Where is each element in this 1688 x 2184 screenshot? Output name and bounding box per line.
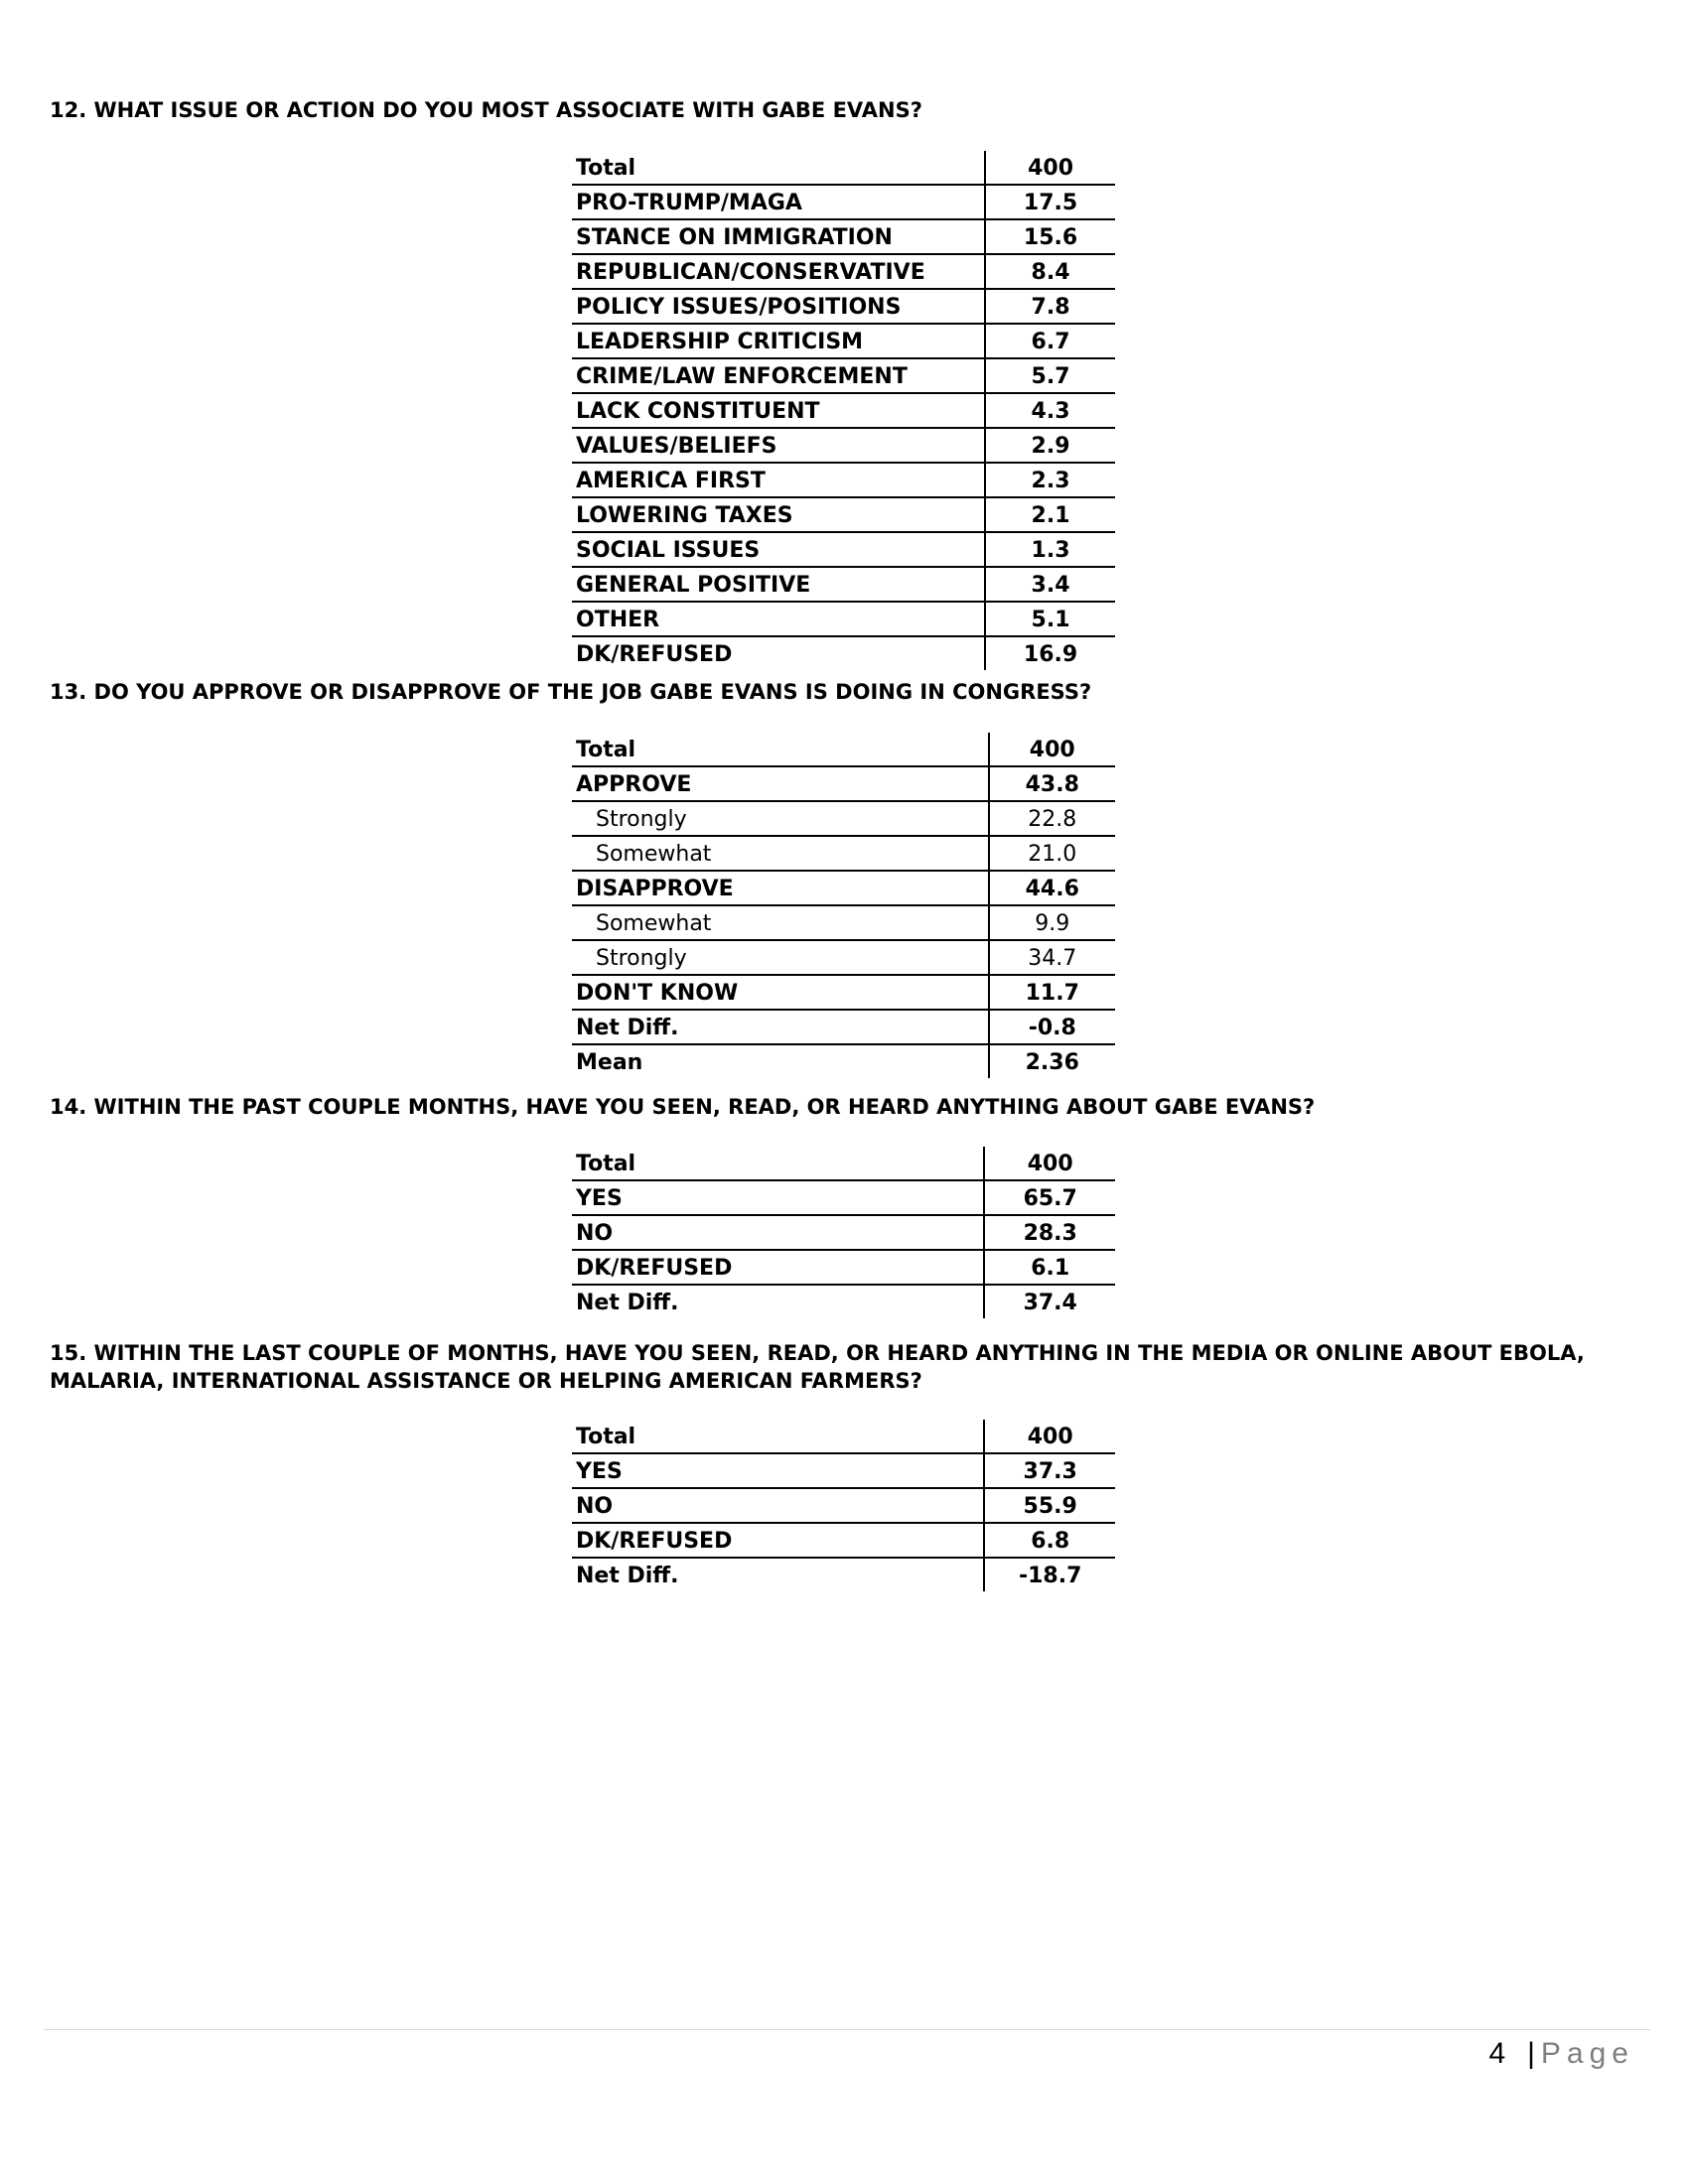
row-label: POLICY ISSUES/POSITIONS bbox=[572, 289, 985, 324]
row-label: Total bbox=[572, 1147, 984, 1180]
table-row bbox=[572, 567, 1115, 602]
row-label: Mean bbox=[576, 1050, 643, 1075]
row-value: 17.5 bbox=[985, 185, 1115, 219]
row-value: 400 bbox=[984, 1147, 1115, 1180]
row-label: VALUES/BELIEFS bbox=[572, 428, 985, 463]
row-label: Net Diff. bbox=[572, 1010, 989, 1044]
page-number: 4 bbox=[1488, 2037, 1506, 2070]
row-value: 16.9 bbox=[985, 636, 1115, 670]
row-label: LEADERSHIP CRITICISM bbox=[572, 324, 985, 358]
row-label: OTHER bbox=[572, 602, 985, 636]
row-value: 400 bbox=[989, 733, 1115, 766]
row-value: 7.8 bbox=[985, 289, 1115, 324]
table-row bbox=[572, 733, 1115, 766]
table-row bbox=[572, 766, 1115, 801]
table-row bbox=[572, 1010, 1115, 1044]
row-value: 3.4 bbox=[985, 567, 1115, 602]
row-label: Net Diff. bbox=[576, 1291, 679, 1315]
row-label: AMERICA FIRST bbox=[572, 463, 985, 497]
table-q15 bbox=[572, 1420, 1115, 1591]
row-value: 2.36 bbox=[989, 1044, 1115, 1078]
table-row bbox=[572, 254, 1115, 289]
table-row bbox=[572, 905, 1115, 940]
question-15: 15. WITHIN THE LAST COUPLE OF MONTHS, HAVE YOU SEEN, READ, OR HEARD ANYTHING IN THE MEDIA OR ONLINE ABOUT EBOLA, MALARIA, INTERNATIONAL ASSISTANCE OR HELPING AMERICAN FARMERS? bbox=[50, 1341, 1585, 1393]
table-row bbox=[572, 602, 1115, 636]
row-value: 28.3 bbox=[984, 1215, 1115, 1250]
table-row bbox=[572, 185, 1115, 219]
table-row bbox=[572, 151, 1115, 185]
row-value: -18.7 bbox=[984, 1558, 1115, 1591]
row-value: 55.9 bbox=[984, 1488, 1115, 1523]
table-row bbox=[572, 1147, 1115, 1180]
table-row bbox=[572, 1044, 1115, 1078]
row-value: 34.7 bbox=[989, 940, 1115, 975]
table-row bbox=[572, 463, 1115, 497]
row-value: 1.3 bbox=[985, 532, 1115, 567]
table-row bbox=[572, 497, 1115, 532]
table-row bbox=[572, 1285, 1115, 1318]
row-value: 65.7 bbox=[984, 1180, 1115, 1215]
table-row bbox=[572, 940, 1115, 975]
row-value: -0.8 bbox=[989, 1010, 1115, 1044]
table-row bbox=[572, 532, 1115, 567]
row-label: Somewhat bbox=[572, 905, 989, 940]
row-label: Total bbox=[572, 1420, 984, 1453]
row-value: 6.1 bbox=[984, 1250, 1115, 1285]
table-row bbox=[572, 358, 1115, 393]
table-row bbox=[572, 289, 1115, 324]
row-label: Total bbox=[572, 151, 985, 185]
table-row bbox=[572, 1488, 1115, 1523]
row-label: NO bbox=[572, 1215, 984, 1250]
row-label: REPUBLICAN/CONSERVATIVE bbox=[572, 254, 985, 289]
row-label: LACK CONSTITUENT bbox=[572, 393, 985, 428]
row-label: DON'T KNOW bbox=[572, 975, 989, 1010]
table-q12 bbox=[572, 151, 1115, 670]
table-row bbox=[572, 801, 1115, 836]
row-label: Strongly bbox=[572, 940, 989, 975]
row-label: DISAPPROVE bbox=[572, 871, 989, 905]
table-row bbox=[572, 1215, 1115, 1250]
footer-rule bbox=[44, 2029, 1650, 2030]
row-value: 44.6 bbox=[989, 871, 1115, 905]
question-14: 14. WITHIN THE PAST COUPLE MONTHS, HAVE YOU SEEN, READ, OR HEARD ANYTHING ABOUT GABE EVANS? bbox=[50, 1095, 1316, 1119]
row-value: 21.0 bbox=[989, 836, 1115, 871]
page-footer bbox=[1488, 2037, 1634, 2071]
row-value: 43.8 bbox=[989, 766, 1115, 801]
row-value: 15.6 bbox=[985, 219, 1115, 254]
row-label: DK/REFUSED bbox=[576, 642, 733, 667]
row-value: 9.9 bbox=[989, 905, 1115, 940]
row-label: Strongly bbox=[572, 801, 989, 836]
row-label: Total bbox=[572, 733, 989, 766]
row-label: Net Diff. bbox=[576, 1564, 679, 1588]
row-label: NO bbox=[572, 1488, 984, 1523]
table-row bbox=[572, 1250, 1115, 1285]
row-label: LOWERING TAXES bbox=[572, 497, 985, 532]
table-row bbox=[572, 975, 1115, 1010]
row-value: 37.3 bbox=[984, 1453, 1115, 1488]
row-value: 2.1 bbox=[985, 497, 1115, 532]
row-label: CRIME/LAW ENFORCEMENT bbox=[572, 358, 985, 393]
table-q14 bbox=[572, 1147, 1115, 1318]
table-row bbox=[572, 219, 1115, 254]
table-row bbox=[572, 1180, 1115, 1215]
table-row bbox=[572, 871, 1115, 905]
row-label: Somewhat bbox=[572, 836, 989, 871]
row-value: 2.9 bbox=[985, 428, 1115, 463]
table-row bbox=[572, 1523, 1115, 1558]
row-label: PRO-TRUMP/MAGA bbox=[572, 185, 985, 219]
table-row bbox=[572, 428, 1115, 463]
row-label: STANCE ON IMMIGRATION bbox=[572, 219, 985, 254]
row-value: 6.8 bbox=[984, 1523, 1115, 1558]
row-value: 11.7 bbox=[989, 975, 1115, 1010]
row-value: 8.4 bbox=[985, 254, 1115, 289]
table-row bbox=[572, 393, 1115, 428]
row-value: 6.7 bbox=[985, 324, 1115, 358]
question-12: 12. WHAT ISSUE OR ACTION DO YOU MOST ASSOCIATE WITH GABE EVANS? bbox=[50, 98, 922, 122]
row-value: 2.3 bbox=[985, 463, 1115, 497]
page-label: Page bbox=[1540, 2037, 1634, 2070]
row-label: SOCIAL ISSUES bbox=[572, 532, 985, 567]
row-label: APPROVE bbox=[572, 766, 989, 801]
row-label: DK/REFUSED bbox=[572, 1523, 984, 1558]
table-row bbox=[572, 1420, 1115, 1453]
row-label: YES bbox=[572, 1180, 984, 1215]
row-value: 37.4 bbox=[984, 1285, 1115, 1318]
table-row bbox=[572, 1453, 1115, 1488]
row-value: 4.3 bbox=[985, 393, 1115, 428]
table-row bbox=[572, 324, 1115, 358]
row-value: 400 bbox=[984, 1420, 1115, 1453]
table-row bbox=[572, 836, 1115, 871]
table-row bbox=[572, 636, 1115, 670]
row-value: 22.8 bbox=[989, 801, 1115, 836]
footer-separator: | bbox=[1527, 2037, 1535, 2070]
row-label: YES bbox=[572, 1453, 984, 1488]
table-q13 bbox=[572, 733, 1115, 1078]
row-label: GENERAL POSITIVE bbox=[572, 567, 985, 602]
question-13: 13. DO YOU APPROVE OR DISAPPROVE OF THE JOB GABE EVANS IS DOING IN CONGRESS? bbox=[50, 680, 1092, 704]
row-value: 5.1 bbox=[985, 602, 1115, 636]
row-label: DK/REFUSED bbox=[572, 1250, 984, 1285]
table-row bbox=[572, 1558, 1115, 1591]
row-value: 400 bbox=[985, 151, 1115, 185]
row-value: 5.7 bbox=[985, 358, 1115, 393]
